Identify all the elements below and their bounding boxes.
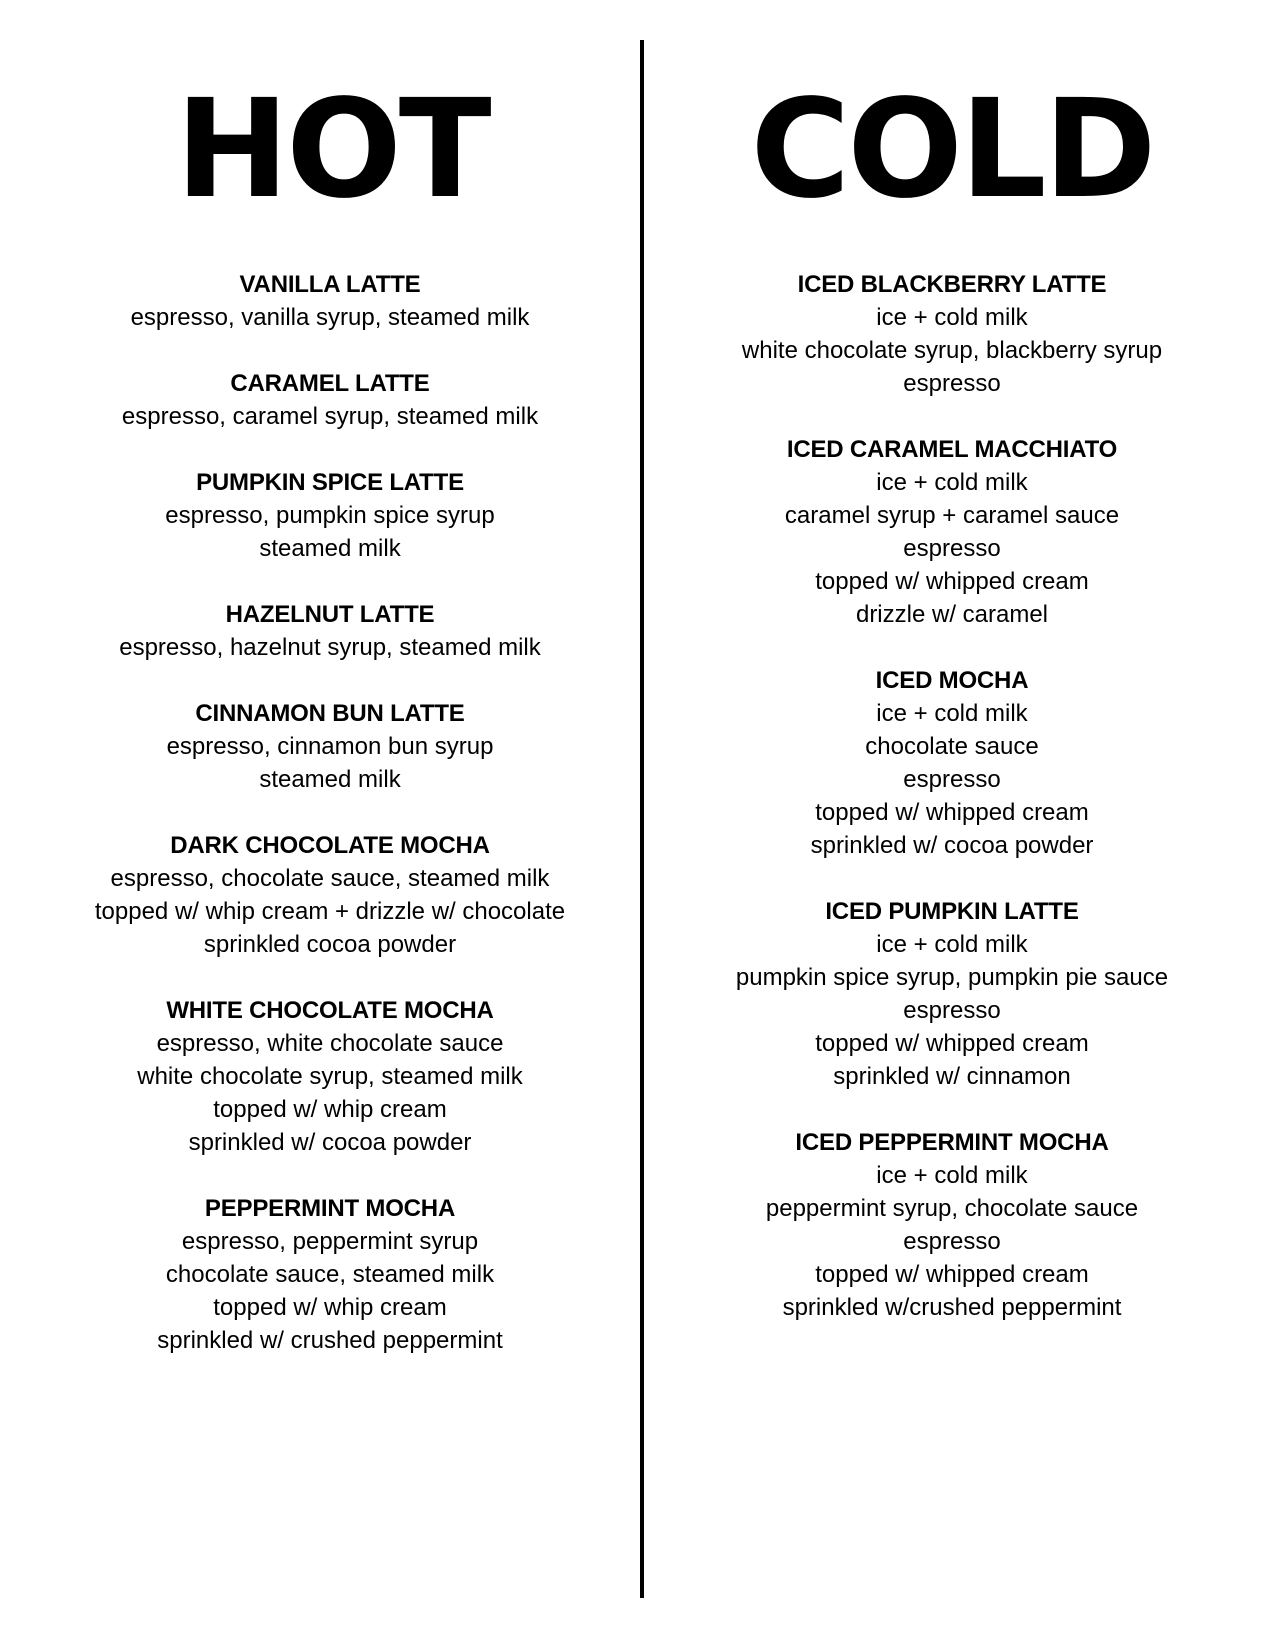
menu-item-name: CINNAMON BUN LATTE bbox=[195, 700, 465, 727]
menu-item-name: VANILLA LATTE bbox=[239, 271, 421, 298]
menu-item-name: HAZELNUT LATTE bbox=[225, 601, 435, 628]
menu-item-ingredients: topped w/ whipped cream bbox=[815, 1261, 1089, 1288]
menu-item-name: PUMPKIN SPICE LATTE bbox=[196, 469, 464, 496]
menu-item-name: ICED PUMPKIN LATTE bbox=[825, 898, 1079, 925]
menu-item-ingredients: ice + cold milk bbox=[876, 304, 1028, 331]
menu-item bbox=[672, 268, 1232, 400]
menu-item bbox=[672, 895, 1232, 1093]
menu-item-ingredients: sprinkled w/ cocoa powder bbox=[810, 832, 1094, 859]
menu-item-ingredients: white chocolate syrup, blackberry syrup bbox=[741, 337, 1163, 364]
menu-item-ingredients: espresso bbox=[903, 370, 1001, 397]
hot-column bbox=[40, 0, 620, 1390]
menu-item-ingredients: steamed milk bbox=[259, 766, 401, 793]
menu-item-ingredients: pumpkin spice syrup, pumpkin pie sauce bbox=[735, 964, 1169, 991]
menu-item-ingredients: chocolate sauce, steamed milk bbox=[165, 1261, 495, 1288]
menu-item-ingredients: sprinkled w/ cinnamon bbox=[833, 1063, 1071, 1090]
menu-item bbox=[40, 367, 620, 433]
menu-item bbox=[40, 994, 620, 1159]
menu-item bbox=[40, 1192, 620, 1357]
menu-item bbox=[40, 598, 620, 664]
menu-item-ingredients: chocolate sauce bbox=[865, 733, 1039, 760]
menu-item bbox=[40, 268, 620, 334]
menu-item-ingredients: espresso, cinnamon bun syrup bbox=[166, 733, 494, 760]
cold-menu-list bbox=[672, 268, 1232, 1324]
menu-item bbox=[672, 664, 1232, 862]
menu-item-ingredients: sprinkled cocoa powder bbox=[203, 931, 457, 958]
menu-item-ingredients: peppermint syrup, chocolate sauce bbox=[765, 1195, 1139, 1222]
menu-item-ingredients: espresso, hazelnut syrup, steamed milk bbox=[119, 634, 541, 661]
menu-item-ingredients: espresso, peppermint syrup bbox=[181, 1228, 479, 1255]
menu-item-ingredients: ice + cold milk bbox=[876, 469, 1028, 496]
menu-item bbox=[672, 1126, 1232, 1324]
hot-menu-list bbox=[40, 268, 620, 1357]
column-divider bbox=[640, 40, 644, 1598]
menu-item-name: ICED BLACKBERRY LATTE bbox=[797, 271, 1107, 298]
cold-column bbox=[672, 0, 1232, 1357]
menu-item-ingredients: espresso bbox=[903, 766, 1001, 793]
cold-heading: COLD bbox=[750, 71, 1154, 229]
menu-item-name: CARAMEL LATTE bbox=[230, 370, 430, 397]
menu-item-name: ICED CARAMEL MACCHIATO bbox=[786, 436, 1118, 463]
menu-item bbox=[672, 433, 1232, 631]
menu-item-name: PEPPERMINT MOCHA bbox=[204, 1195, 456, 1222]
menu-item-ingredients: sprinkled w/ crushed peppermint bbox=[157, 1327, 503, 1354]
menu-item-ingredients: ice + cold milk bbox=[876, 931, 1028, 958]
menu-item-name: WHITE CHOCOLATE MOCHA bbox=[166, 997, 494, 1024]
menu-item bbox=[40, 466, 620, 565]
menu-item-ingredients: ice + cold milk bbox=[876, 700, 1028, 727]
menu-item bbox=[40, 829, 620, 961]
hot-heading: HOT bbox=[175, 71, 489, 229]
menu-item-ingredients: topped w/ whip cream bbox=[213, 1096, 447, 1123]
menu-item-ingredients: espresso bbox=[903, 535, 1001, 562]
menu-item-ingredients: topped w/ whipped cream bbox=[815, 1030, 1089, 1057]
menu-item-ingredients: caramel syrup + caramel sauce bbox=[784, 502, 1120, 529]
menu-item-ingredients: ice + cold milk bbox=[876, 1162, 1028, 1189]
menu-item-ingredients: espresso, caramel syrup, steamed milk bbox=[121, 403, 539, 430]
menu-item-name: ICED PEPPERMINT MOCHA bbox=[795, 1129, 1109, 1156]
menu-item-ingredients: topped w/ whip cream bbox=[213, 1294, 447, 1321]
menu-item-ingredients: espresso, pumpkin spice syrup bbox=[165, 502, 495, 529]
menu-item-ingredients: espresso, chocolate sauce, steamed milk bbox=[110, 865, 550, 892]
menu-item-ingredients: espresso, vanilla syrup, steamed milk bbox=[130, 304, 530, 331]
menu-item-ingredients: sprinkled w/crushed peppermint bbox=[782, 1294, 1122, 1321]
menu-item bbox=[40, 697, 620, 796]
menu-item-ingredients: topped w/ whip cream + drizzle w/ chocolate bbox=[94, 898, 566, 925]
menu-item-ingredients: sprinkled w/ cocoa powder bbox=[188, 1129, 472, 1156]
menu-item-ingredients: white chocolate syrup, steamed milk bbox=[137, 1063, 523, 1090]
menu-item-ingredients: steamed milk bbox=[259, 535, 401, 562]
menu-item-ingredients: espresso bbox=[903, 997, 1001, 1024]
menu-item-name: DARK CHOCOLATE MOCHA bbox=[170, 832, 490, 859]
menu-item-name: ICED MOCHA bbox=[875, 667, 1029, 694]
menu-item-ingredients: topped w/ whipped cream bbox=[815, 799, 1089, 826]
menu-item-ingredients: espresso bbox=[903, 1228, 1001, 1255]
menu-item-ingredients: espresso, white chocolate sauce bbox=[156, 1030, 504, 1057]
menu-item-ingredients: drizzle w/ caramel bbox=[855, 601, 1049, 628]
menu-item-ingredients: topped w/ whipped cream bbox=[815, 568, 1089, 595]
